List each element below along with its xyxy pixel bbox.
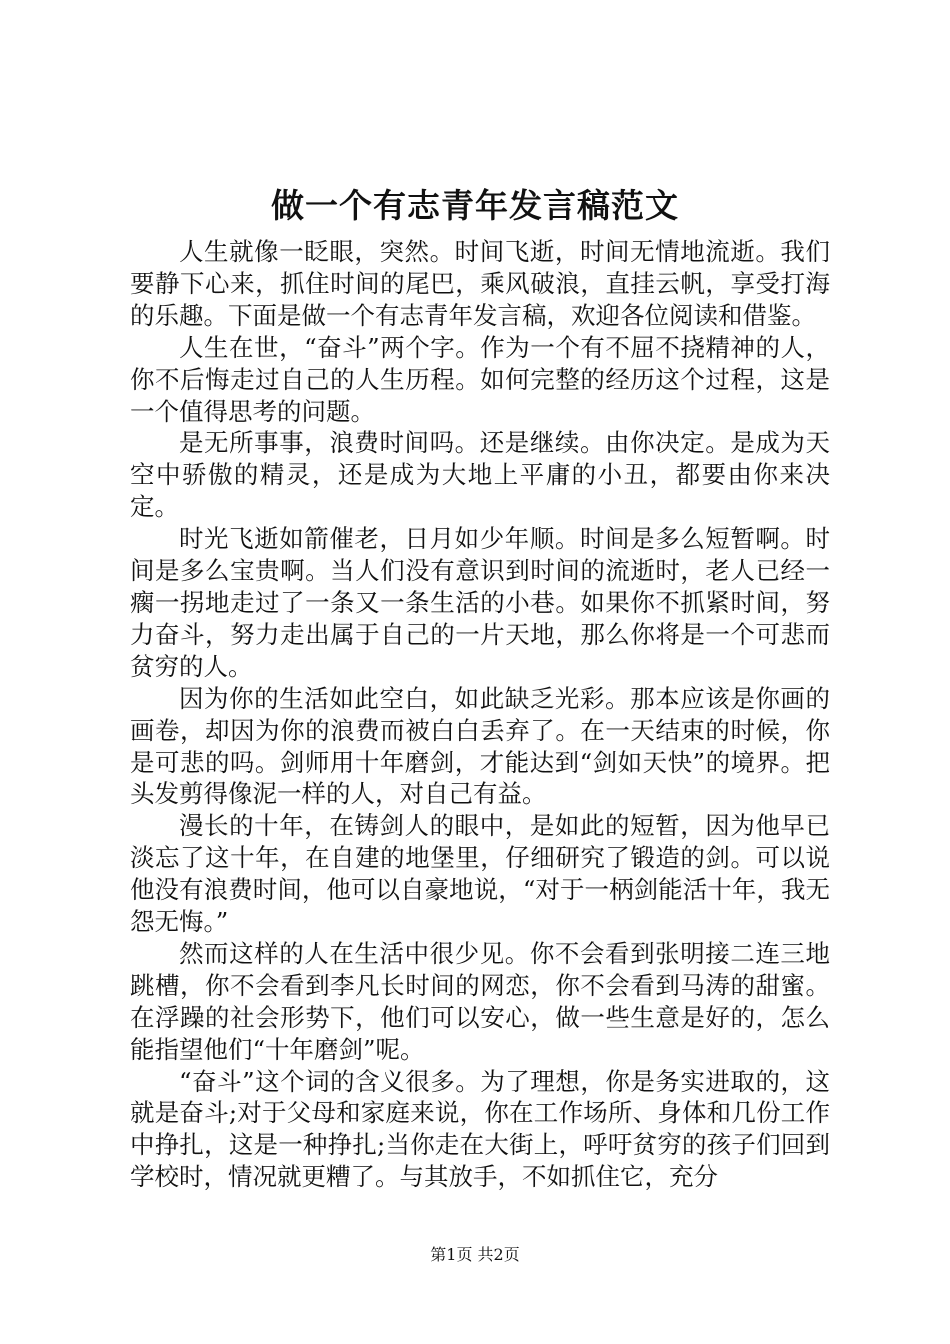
paragraph: 人生就像一眨眼，突然。时间飞逝，时间无情地流逝。我们要静下心来，抓住时间的尾巴，乘风破浪，直挂云帆，享受打海的乐趣。下面是做一个有志青年发言稿，欢迎各位阅读和借鉴。: [130, 237, 830, 330]
paragraph: 因为你的生活如此空白，如此缺乏光彩。那本应该是你画的画卷，却因为你的浪费而被白白丢弃了。在一天结束的时候，你是可悲的吗。剑师用十年磨剑，才能达到“剑如天快”的境界。把头发剪得像泥一样的人，对自己有益。: [130, 683, 830, 809]
paragraph: 人生在世，“奋斗”两个字。作为一个有不屈不挠精神的人，你不后悔走过自己的人生历程。如何完整的经历这个过程，这是一个值得思考的问题。: [130, 332, 830, 426]
paragraph: 是无所事事，浪费时间吗。还是继续。由你决定。是成为天空中骄傲的精灵，还是成为大地上平庸的小丑，都要由你来决定。: [130, 428, 830, 522]
paragraph: “奋斗”这个词的含义很多。为了理想，你是务实进取的，这就是奋斗;对于父母和家庭来说，你在工作场所、身体和几份工作中挣扎，这是一种挣扎;当你走在大街上，呼吁贫穷的孩子们回到学校时，情况就更糟了。与其放手，不如抓住它，充分: [130, 1066, 830, 1192]
paragraph: 漫长的十年，在铸剑人的眼中，是如此的短暂，因为他早已淡忘了这十年，在自建的地堡里，仔细研究了锻造的剑。可以说他没有浪费时间，他可以自豪地说，“对于一柄剑能活十年，我无怨无悔。”: [130, 811, 830, 937]
page-footer: 第1页 共2页: [430, 1245, 520, 1264]
paragraph: 然而这样的人在生活中很少见。你不会看到张明接二连三地跳槽，你不会看到李凡长时间的网恋，你不会看到马涛的甜蜜。在浮躁的社会形势下，他们可以安心，做一些生意是好的，怎么能指望他们“十年磨剑”呢。: [130, 938, 830, 1064]
page-title: 做一个有志青年发言稿范文: [271, 186, 679, 225]
paragraph: 时光飞逝如箭催老，日月如少年顺。时间是多么短暂啊。时间是多么宝贵啊。当人们没有意识到时间的流逝时，老人已经一瘸一拐地走过了一条又一条生活的小巷。如果你不抓紧时间，努力奋斗，努力走出属于自己的一片天地，那么你将是一个可悲而贫穷的人。: [130, 524, 830, 681]
article-body: [130, 236, 830, 1193]
